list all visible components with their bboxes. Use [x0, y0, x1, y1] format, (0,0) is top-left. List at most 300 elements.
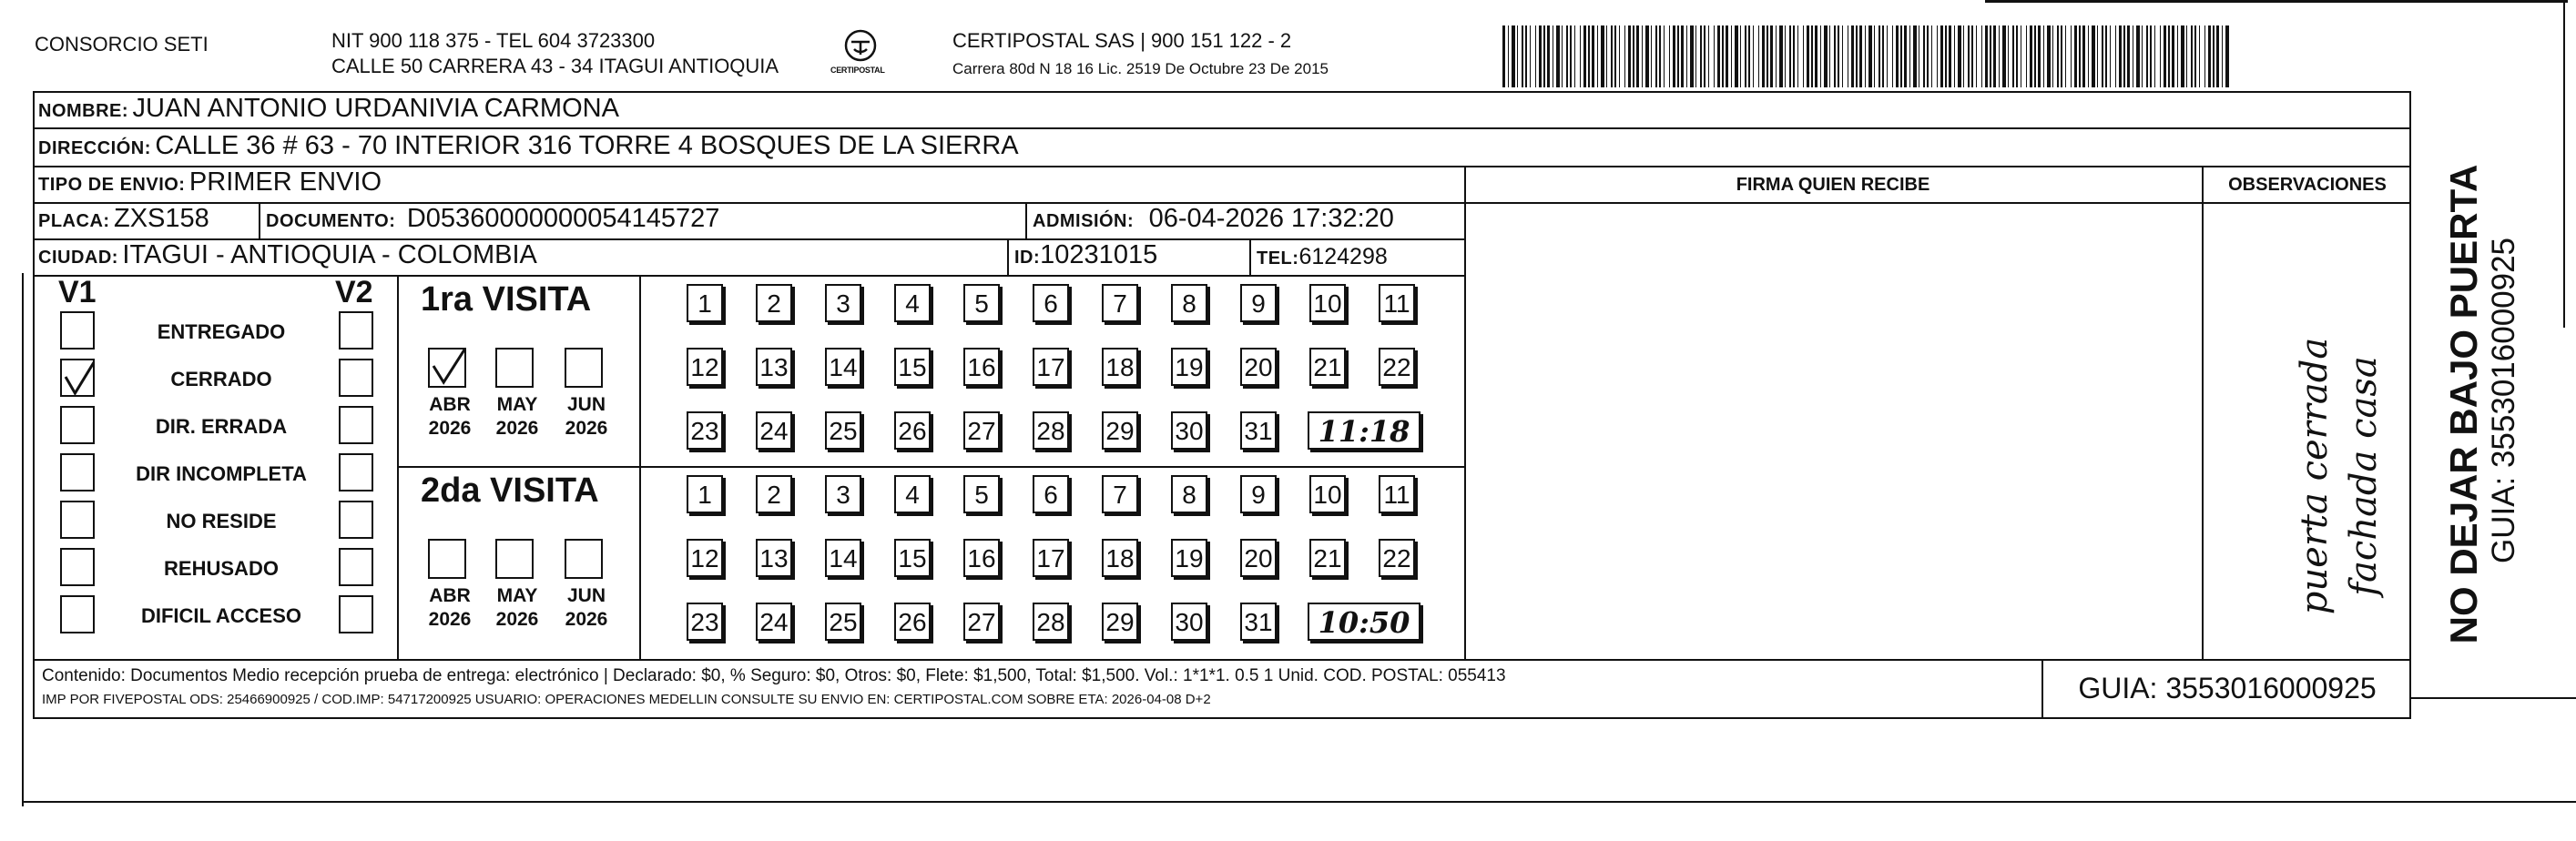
barcode-bar [1874, 25, 1875, 87]
tipo-envio-label: TIPO DE ENVIO: [38, 175, 186, 195]
barcode-bar [1859, 25, 1862, 87]
barcode-bar [1583, 25, 1586, 87]
day-box: 23 [687, 411, 723, 450]
barcode-bar [1512, 25, 1515, 87]
year-label: 2026 [428, 609, 472, 630]
day-box: 10 [1309, 284, 1346, 322]
barcode-bar [2136, 25, 2140, 87]
barcode-bar [1714, 25, 1715, 87]
address-line: CALLE 50 CARRERA 43 - 34 ITAGUI ANTIOQUIA [331, 55, 779, 77]
day-box: 6 [1033, 475, 1069, 513]
barcode-bar [1981, 25, 1982, 87]
barcode-bar [1949, 25, 1951, 87]
barcode-bar [1614, 25, 1616, 87]
barcode-bar [2146, 25, 2148, 87]
barcode-bar [1958, 25, 1961, 87]
barcode-bar [1829, 25, 1830, 87]
barcode-bar [1963, 25, 1964, 87]
second-visit-time: 10:50 [1308, 603, 1420, 641]
v1-checkbox [60, 311, 95, 350]
barcode-bar [1659, 25, 1661, 87]
barcode-bar [2088, 25, 2089, 87]
barcode-bar [1543, 25, 1545, 87]
month-label: MAY [496, 585, 538, 606]
year-label: 2026 [428, 418, 472, 439]
barcode-bar [1677, 25, 1679, 87]
day-box: 19 [1171, 539, 1207, 577]
barcode-bar [1606, 25, 1607, 87]
day-box: 14 [825, 348, 861, 386]
barcode-bar [2150, 25, 2152, 87]
side-warning: NO DEJAR BAJO PUERTA [2442, 164, 2485, 644]
barcode-bar [2061, 25, 2062, 87]
barcode-bar [1570, 25, 1572, 87]
day-box: 27 [963, 411, 1000, 450]
barcode-bar [2168, 25, 2170, 87]
barcode-bar [1574, 25, 1575, 87]
year-label: 2026 [565, 418, 608, 439]
barcode-bar [1580, 25, 1581, 87]
tipo-envio-row [38, 167, 382, 198]
day-box: 15 [894, 348, 931, 386]
barcode-bar [2002, 25, 2006, 87]
barcode-bar [1708, 25, 1709, 87]
day-box: 15 [894, 539, 931, 577]
month-label: ABR [429, 394, 471, 415]
nombre-label: NOMBRE: [38, 101, 129, 121]
day-box: 3 [825, 475, 861, 513]
day-box: 25 [825, 603, 861, 641]
documento-cell [266, 204, 719, 234]
observation-note-1: puerta cerrada [2294, 337, 2336, 615]
day-box: 19 [1171, 348, 1207, 386]
ciudad-value: ITAGUI - ANTIOQUIA - COLOMBIA [122, 240, 537, 269]
barcode-bar [1851, 25, 1854, 87]
row-line [33, 275, 1466, 277]
nombre-value: JUAN ANTONIO URDANIVIA CARMONA [132, 94, 619, 123]
barcode-bar [1990, 25, 1991, 87]
day-box: 17 [1033, 539, 1069, 577]
placa-label: PLACA: [38, 211, 110, 231]
barcode-bar [2097, 25, 2098, 87]
admision-label: ADMISIÓN: [1033, 211, 1135, 231]
barcode-bar [1704, 25, 1705, 87]
barcode-bar [1879, 25, 1880, 87]
barcode-bar [1900, 25, 1902, 87]
top-edge-line [1985, 0, 2568, 3]
col-line [1249, 238, 1251, 275]
barcode-bar [2222, 25, 2223, 87]
barcode-bar [1669, 25, 1670, 87]
barcode-bar [1556, 25, 1560, 87]
barcode-bar [1722, 25, 1724, 87]
barcode-bar [2043, 25, 2044, 87]
day-box: 3 [825, 284, 861, 322]
col-line [639, 275, 641, 659]
barcode-bar [1834, 25, 1836, 87]
barcode-bar [2016, 25, 2018, 87]
documento-value: D05360000000054145727 [406, 204, 720, 233]
barcode-bar [1856, 25, 1858, 87]
day-box: 20 [1240, 539, 1277, 577]
barcode-bar [2065, 25, 2066, 87]
year-label: 2026 [495, 609, 539, 630]
barcode-bar [1645, 25, 1649, 87]
day-box: 4 [894, 475, 931, 513]
day-box: 11 [1379, 284, 1415, 322]
day-box: 5 [963, 475, 1000, 513]
barcode-bar [1789, 25, 1791, 87]
barcode-bar [1547, 25, 1550, 87]
status-label: ENTREGADO [157, 320, 286, 343]
day-box: 16 [963, 348, 1000, 386]
barcode-bar [1700, 25, 1702, 87]
direccion-row [38, 131, 1019, 161]
barcode-bar [1535, 25, 1536, 87]
month-label: JUN [566, 394, 606, 415]
barcode-bar [1655, 25, 1657, 87]
barcode-bar [2213, 25, 2215, 87]
barcode-bar [1517, 25, 1518, 87]
ciudad-cell [38, 240, 537, 270]
barcode-bar [2208, 25, 2211, 87]
first-visit-time: 11:18 [1308, 411, 1420, 450]
barcode-bar [1923, 25, 1925, 87]
barcode-bar [2082, 25, 2085, 87]
day-box: 17 [1033, 348, 1069, 386]
barcode-bar [1566, 25, 1568, 87]
day-box: 30 [1171, 603, 1207, 641]
barcode-bar [1717, 25, 1720, 87]
barcode-bar [1735, 25, 1738, 87]
license-line: Carrera 80d N 18 16 Lic. 2519 De Octubre 23 De 2015 [952, 60, 1329, 77]
day-box: 24 [756, 411, 792, 450]
footer-imp-line: IMP POR FIVEPOSTAL ODS: 25466900925 / COD.IMP: 54717200925 USUARIO: OPERACIONES MEDELLIN CONSULTE SU ENVIO EN: CERTIPOSTAL.COM SOBRE ETA: 2026-04-08 D+2 [42, 692, 1211, 707]
barcode-bar [1797, 25, 1798, 87]
barcode-bar [2142, 25, 2143, 87]
barcode-bar [1525, 25, 1527, 87]
barcode-bar [1968, 25, 1970, 87]
day-box: 1 [687, 475, 723, 513]
barcode-bar [1779, 25, 1783, 87]
day-box: 16 [963, 539, 1000, 577]
logo-text: CERTIPOSTAL [830, 66, 885, 75]
day-box: 21 [1309, 348, 1346, 386]
barcode-bar [1913, 25, 1917, 87]
day-box: 29 [1102, 411, 1138, 450]
placa-cell [38, 204, 209, 234]
barcode-bar [1731, 25, 1732, 87]
certipostal-logo [830, 27, 885, 80]
barcode-bar [1539, 25, 1542, 87]
courier-line: CERTIPOSTAL SAS | 900 151 122 - 2 [952, 29, 1292, 52]
barcode-bar [1758, 25, 1759, 87]
admision-value: 06-04-2026 17:32:20 [1148, 204, 1394, 233]
v1-check-mark [62, 360, 95, 397]
day-box: 11 [1379, 475, 1415, 513]
month-label: MAY [496, 394, 538, 415]
id-label: ID: [1014, 248, 1041, 268]
status-label: NO RESIDE [166, 510, 277, 532]
day-box: 23 [687, 603, 723, 641]
year-label: 2026 [565, 609, 608, 630]
barcode-bar [2034, 25, 2036, 87]
day-box: 20 [1240, 348, 1277, 386]
ciudad-label: CIUDAD: [38, 248, 118, 268]
barcode-bar [1793, 25, 1795, 87]
barcode-bar [1896, 25, 1899, 87]
barcode-bar [2105, 25, 2107, 87]
day-box: 4 [894, 284, 931, 322]
barcode-bar [1597, 25, 1598, 87]
day-box: 7 [1102, 284, 1138, 322]
barcode-bar [1824, 25, 1828, 87]
day-box: 18 [1102, 348, 1138, 386]
nit-line: NIT 900 118 375 - TEL 604 3723300 [331, 29, 656, 52]
barcode-bar [2047, 25, 2051, 87]
barcode-bar [1842, 25, 1843, 87]
day-box: 31 [1240, 603, 1277, 641]
barcode-bar [1945, 25, 1947, 87]
barcode-bar [1838, 25, 1839, 87]
barcode-bar [1993, 25, 1996, 87]
col-line [397, 275, 399, 659]
month-label: JUN [566, 585, 606, 606]
company-name: CONSORCIO SETI [35, 33, 209, 56]
barcode-bar [1530, 25, 1531, 87]
v1-checkbox [60, 406, 95, 444]
day-box: 8 [1171, 284, 1207, 322]
barcode-bar [1753, 25, 1754, 87]
barcode-bar [1619, 25, 1620, 87]
day-box: 27 [963, 603, 1000, 641]
month-label: ABR [429, 585, 471, 606]
barcode-bar [2164, 25, 2166, 87]
barcode-bar [2092, 25, 2095, 87]
barcode-bar [1865, 25, 1866, 87]
barcode-bar [1776, 25, 1777, 87]
tel-label: TEL: [1257, 248, 1299, 269]
barcode [1502, 25, 2231, 87]
barcode-bar [1673, 25, 1675, 87]
day-box: 9 [1240, 475, 1277, 513]
footer-guia: GUIA: 3553016000925 [2078, 672, 2377, 704]
barcode-bar [1748, 25, 1750, 87]
barcode-bar [1726, 25, 1728, 87]
barcode-bar [1651, 25, 1652, 87]
barcode-bar [2172, 25, 2174, 87]
barcode-bar [1601, 25, 1604, 87]
barcode-bar [1611, 25, 1613, 87]
barcode-bar [2119, 25, 2122, 87]
v1-checkbox [60, 453, 95, 491]
barcode-bar [1502, 25, 1505, 87]
status-label: DIR. ERRADA [155, 415, 288, 438]
col-line [1007, 238, 1009, 275]
barcode-bar [1695, 25, 1696, 87]
col-line [259, 202, 260, 238]
barcode-bar [1740, 25, 1741, 87]
status-label: DIFICIL ACCESO [140, 604, 301, 627]
barcode-bar [2127, 25, 2130, 87]
barcode-bar [1904, 25, 1907, 87]
observation-note-2: fachada casa [2343, 356, 2385, 596]
barcode-bar [1868, 25, 1872, 87]
col-line [2202, 166, 2204, 659]
barcode-bar [2154, 25, 2155, 87]
barcode-bar [2074, 25, 2077, 87]
barcode-bar [1767, 25, 1768, 87]
barcode-bar [1624, 25, 1625, 87]
year-label: 2026 [495, 418, 539, 439]
day-box: 25 [825, 411, 861, 450]
day-box: 9 [1240, 284, 1277, 322]
day-box: 12 [687, 348, 723, 386]
barcode-bar [1892, 25, 1893, 87]
barcode-bar [1785, 25, 1786, 87]
placa-value: ZXS158 [114, 204, 209, 233]
side-guia: GUIA: 3553016000925 [2486, 237, 2521, 564]
barcode-bar [2177, 25, 2178, 87]
day-box: 28 [1033, 411, 1069, 450]
barcode-bar [1588, 25, 1590, 87]
barcode-bar [1882, 25, 1884, 87]
barcode-bar [1664, 25, 1665, 87]
v2-label: V2 [335, 275, 373, 309]
barcode-bar [1820, 25, 1821, 87]
barcode-bar [1642, 25, 1643, 87]
barcode-bar [2052, 25, 2053, 87]
nombre-row [38, 94, 619, 124]
barcode-bar [2030, 25, 2032, 87]
page-edge-line [22, 273, 24, 806]
month-checkbox [495, 348, 534, 388]
day-box: 24 [756, 603, 792, 641]
day-box: 13 [756, 539, 792, 577]
barcode-bar [2102, 25, 2103, 87]
day-box: 22 [1379, 348, 1415, 386]
barcode-bar [1681, 25, 1684, 87]
832 [541, 33, 575, 839]
barcode-bar [2160, 25, 2161, 87]
id-value: 10231015 [1040, 240, 1158, 269]
barcode-bar [1999, 25, 2000, 87]
barcode-bar [2191, 25, 2193, 87]
day-box: 2 [756, 475, 792, 513]
id-cell [1014, 240, 1157, 270]
day-box: 5 [963, 284, 1000, 322]
barcode-bar [1811, 25, 1813, 87]
admision-cell [1033, 204, 1394, 234]
barcode-bar [1940, 25, 1943, 87]
barcode-bar [2110, 25, 2111, 87]
footer-content-line: Contenido: Documentos Medio recepción prueba de entrega: electrónico | Declarado: $0, % Seguro: $0, Otros: $0, Flete: $1,500, Total: $1,500. Vol.: 1*1*1. 0.5 1 Unid. COD. POSTAL: 055413 [42, 666, 1506, 685]
day-box: 13 [756, 348, 792, 386]
barcode-bar [2012, 25, 2014, 87]
barcode-bar [2216, 25, 2219, 87]
col-line [1025, 202, 1027, 238]
barcode-bar [2115, 25, 2116, 87]
barcode-bar [2199, 25, 2200, 87]
barcode-bar [2057, 25, 2059, 87]
firma-label: FIRMA QUIEN RECIBE [1736, 175, 1930, 195]
barcode-bar [1636, 25, 1639, 87]
barcode-bar [2186, 25, 2187, 87]
tipo-envio-value: PRIMER ENVIO [188, 167, 382, 197]
barcode-bar [2123, 25, 2125, 87]
page-edge-line [2411, 697, 2576, 699]
barcode-bar [1690, 25, 1694, 87]
day-box: 30 [1171, 411, 1207, 450]
month-checkbox [495, 539, 534, 579]
day-box: 26 [894, 603, 931, 641]
756 [350, 33, 384, 839]
day-box: 26 [894, 411, 931, 450]
barcode-bar [1745, 25, 1746, 87]
barcode-bar [2194, 25, 2196, 87]
tel-value: 6124298 [1298, 244, 1388, 269]
col-line [1464, 166, 1466, 659]
barcode-bar [1815, 25, 1817, 87]
barcode-bar [2204, 25, 2205, 87]
barcode-bar [1562, 25, 1563, 87]
barcode-bar [1508, 25, 1509, 87]
barcode-bar [1762, 25, 1765, 87]
tel-cell [1257, 244, 1388, 270]
day-box: 2 [756, 284, 792, 322]
barcode-bar [1909, 25, 1910, 87]
documento-label: DOCUMENTO: [266, 211, 396, 231]
v1-checkbox [60, 595, 95, 633]
barcode-bar [1887, 25, 1888, 87]
observaciones-label: OBSERVACIONES [2228, 175, 2387, 195]
day-box: 31 [1240, 411, 1277, 450]
month-check-mark [430, 350, 464, 386]
v1-label: V1 [58, 275, 97, 309]
day-box: 18 [1102, 539, 1138, 577]
day-box: 6 [1033, 284, 1069, 322]
second-visit-title: 2da VISITA [421, 471, 599, 510]
barcode-bar [1770, 25, 1773, 87]
barcode-bar [2026, 25, 2027, 87]
page-edge-line [22, 801, 2576, 803]
v1-checkbox [60, 548, 95, 586]
barcode-bar [1927, 25, 1929, 87]
day-box: 10 [1309, 475, 1346, 513]
status-label: REHUSADO [164, 557, 279, 580]
barcode-bar [1633, 25, 1634, 87]
day-box: 29 [1102, 603, 1138, 641]
right-edge-line [2563, 0, 2565, 328]
barcode-bar [1931, 25, 1932, 87]
day-box: 12 [687, 539, 723, 577]
barcode-bar [1522, 25, 1523, 87]
barcode-bar [2071, 25, 2072, 87]
barcode-bar [2225, 25, 2229, 87]
barcode-bar [2181, 25, 2184, 87]
barcode-bar [1686, 25, 1687, 87]
v1-checkbox [60, 501, 95, 539]
barcode-bar [1937, 25, 1938, 87]
status-label: DIR INCOMPLETA [136, 462, 307, 485]
day-box: 22 [1379, 539, 1415, 577]
day-box: 7 [1102, 475, 1138, 513]
barcode-bar [1628, 25, 1631, 87]
month-checkbox [428, 539, 466, 579]
direccion-label: DIRECCIÓN: [38, 138, 151, 158]
barcode-bar [2079, 25, 2081, 87]
barcode-bar [2008, 25, 2009, 87]
